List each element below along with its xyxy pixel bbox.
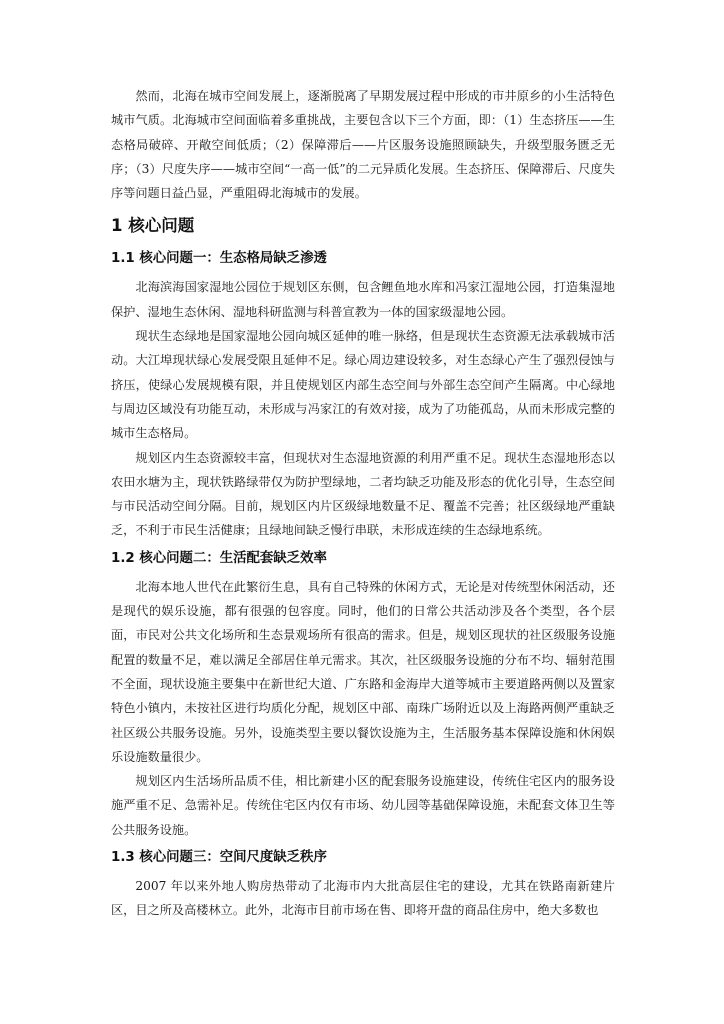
paragraph: 规划区内生活场所品质不佳，相比新建小区的配套服务设施建设，传统住宅区内的服务设施严重不足、急需补足。传统住宅区内仅有市场、幼儿园等基础保障设施，未配套文体卫生等公共服务设施。 (111, 774, 615, 837)
paragraph: 2007 年以来外地人购房热带动了北海市内大批高层住宅的建设，尤其在铁路南新建片区，目之所及高楼林立。此外，北海市目前市场在售、即将开盘的商品住房中，绝大多数也 (111, 879, 615, 918)
paragraph: 北海本地人世代在此繁衍生息，具有自己特殊的休闲方式，无论是对传统型休闲活动，还是现代的娱乐设施，都有很强的包容度。同时，他们的日常公共活动涉及各个类型，各个层面，市民对公共文化场所和生态景观场所有很高的需求。但是，规划区现状的社区级服务设施配置的数量不足，难以满足全部居住单元需求。其次，社区级服务设施的分布不均、辐射范围不全面，现状设施主要集中在新世纪大道、广东路和金海岸大道等城市主要道路两侧以及置家特色小镇内，未按社区进行均质化分配，规划区中部、南珠广场附近以及上海路两侧严重缺乏社区级公共服务设施。另外，设施类型主要以餐饮设施为主，生活服务基本保障设施和休闲娱乐设施数量很少。 (111, 579, 615, 764)
subsection-1-1-heading: 1.1 核心问题一：生态格局缺乏渗透 (111, 251, 327, 267)
paragraph: 规划区内生态资源较丰富，但现状对生态湿地资源的利用严重不足。现状生态湿地形态以农田水塘为主，现状铁路绿带仅为防护型绿地，二者均缺乏功能及形态的优化引导，生态空间与市民活动空间分隔。目前，规划区内片区级绿地数量不足、覆盖不完善；社区级绿地严重缺乏，不利于市民生活健康；且绿地间缺乏慢行串联，未形成连续的生态绿地系统。 (111, 450, 615, 538)
paragraph: 北海滨海国家湿地公园位于规划区东侧，包含鲤鱼地水库和冯家江湿地公园，打造集湿地保护、湿地生态休闲、湿地科研监测与科普宣教为一体的国家级湿地公园。 (111, 280, 615, 319)
section-1-heading: 1 核心问题 (111, 216, 195, 236)
intro-paragraph: 然而，北海在城市空间发展上，逐渐脱离了早期发展过程中形成的市井原乡的小生活特色城市气质。北海城市空间面临着多重挑战，主要包含以下三个方面，即：（1）生态挤压——生态格局破碎、开敞空间低质；（2）保障滞后——片区服务设施照顾缺失，升级型服务匮乏无序；（3）尺度失序——城市空间“一高一低”的二元异质化发展。生态挤压、保障滞后、尺度失序等问题日益凸显，严重阻碍北海城市的发展。 (111, 89, 615, 201)
subsection-1-2-heading: 1.2 核心问题二：生活配套缺乏效率 (111, 550, 327, 566)
paragraph: 现状生态绿地是国家湿地公园向城区延伸的唯一脉络，但是现状生态资源无法承载城市活动。大江埠现状绿心发展受限且延伸不足。绿心周边建设较多，对生态绿心产生了强烈侵蚀与挤压，使绿心发展规模有限，并且使规划区内部生态空间与外部生态空间产生隔离。中心绿地与周边区域没有功能互动，未形成与冯家江的有效对接，成为了功能孤岛，从而未形成完整的城市生态格局。 (111, 329, 615, 441)
document-page (111, 84, 615, 923)
subsection-1-3-heading: 1.3 核心问题三：空间尺度缺乏秩序 (111, 850, 327, 866)
